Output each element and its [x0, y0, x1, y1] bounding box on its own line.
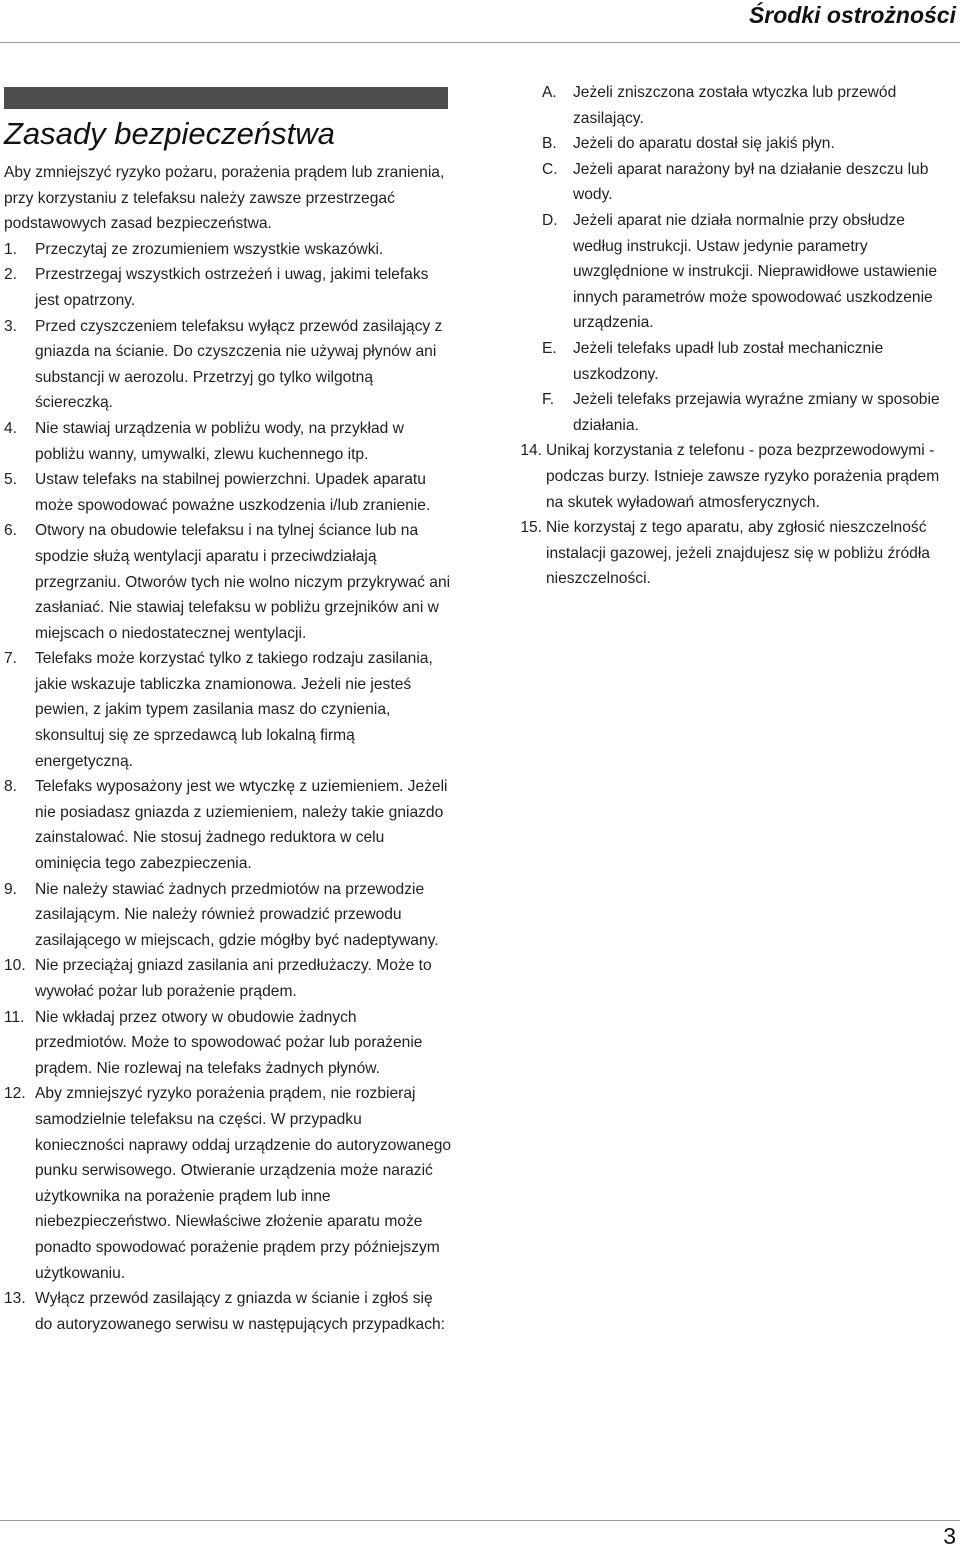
list-item	[4, 237, 452, 263]
item-number: 13.	[4, 1290, 26, 1308]
list-item	[4, 1286, 452, 1337]
list-item	[4, 877, 452, 954]
right-column	[511, 80, 951, 592]
sub-list-item	[542, 157, 951, 208]
sub-list-item	[542, 208, 951, 336]
list-item	[4, 774, 452, 876]
item-number: 1.	[4, 240, 18, 258]
section-bar	[4, 87, 448, 109]
item-number: 9.	[4, 880, 18, 898]
item-number: 12.	[4, 1085, 26, 1103]
sub-item-letter: A.	[542, 84, 557, 101]
sub-item-letter: C.	[542, 160, 558, 178]
sub-item-text: Jeżeli aparat nie działa normalnie przy obsłudze według instrukcji. Ustaw jedynie parametry uwzględnione w instrukcji. Nieprawidłowe ustawienie innych parametrów może spowodować uszkodzenie urządzenia.	[573, 211, 938, 332]
list-item	[4, 467, 452, 518]
item-text: Aby zmniejszyć ryzyko porażenia prądem, nie rozbieraj samodzielnie telefaksu na części. W przypadku konieczności naprawy oddaj urządzenie do autoryzowanego punku serwisowego. Otwieranie urządzenia może narazić użytkownika na porażenie prądem lub inne niebezpieczeństwo. Niewłaściwe złożenie aparatu może ponadto spowodować porażenie prądem przy późniejszym użytkowaniu.	[35, 1085, 452, 1282]
item-text: Telefaks może korzystać tylko z takiego rodzaju zasilania, jakie wskazuje tabliczka znamionowa. Jeżeli nie jesteś pewien, z jakim typem zasilania masz do czynienia, skonsultuj się ze sprzedawcą lub lokalną firmą energetyczną.	[35, 650, 433, 770]
sub-item-letter: F.	[542, 391, 555, 409]
sub-item-letter: B.	[542, 135, 557, 153]
item-text: Przed czyszczeniem telefaksu wyłącz przewód zasilający z gniazda na ścianie. Do czyszczenia nie używaj płynów ani substancji w aerozolu. Przetrzyj go tylko wilgotną ściereczką.	[35, 317, 443, 412]
item-number: 6.	[4, 522, 18, 540]
item-number: 5.	[4, 471, 18, 489]
section-title: Zasady bezpieczeństwa	[4, 116, 335, 151]
sub-list-item	[542, 336, 951, 387]
item-number: 15.	[520, 519, 542, 537]
list-item	[4, 646, 452, 774]
sub-item-text: Jeżeli telefaks upadł lub został mechanicznie uszkodzony.	[573, 339, 884, 383]
sub-item-text: Jeżeli aparat narażony był na działanie deszczu lub wody.	[573, 160, 929, 204]
sub-item-text: Jeżeli zniszczona została wtyczka lub przewód zasilający.	[573, 84, 897, 127]
list-item	[511, 438, 951, 515]
item-text: Przestrzegaj wszystkich ostrzeżeń i uwag, jakimi telefaks jest opatrzony.	[35, 266, 429, 309]
sub-item-letter: D.	[542, 211, 558, 229]
item-number: 4.	[4, 419, 18, 437]
header-title: Środki ostrożności	[748, 2, 956, 28]
sub-list-item	[542, 387, 951, 438]
item-text: Nie przeciążaj gniazd zasilania ani przedłużaczy. Może to wywołać pożar lub porażenie prądem.	[35, 957, 432, 1000]
item-text: Telefaks wyposażony jest we wtyczkę z uziemieniem. Jeżeli nie posiadasz gniazda z uziemieniem, należy takie gniazdo zainstalować. Nie stosuj żadnego reduktora w celu ominięcia tego zabezpieczenia.	[35, 778, 448, 873]
item-number: 2.	[4, 266, 18, 284]
list-item	[4, 1081, 452, 1286]
list-item	[4, 314, 452, 416]
intro-paragraph: Aby zmniejszyć ryzyko pożaru, porażenia prądem lub zranienia, przy korzystaniu z telefaksu należy zawsze przestrzegać podstawowych zasad bezpieczeństwa.	[4, 164, 445, 233]
item-text: Nie stawiaj urządzenia w pobliżu wody, na przykład w pobliżu wanny, umywalki, zlewu kuchennego itp.	[35, 419, 404, 463]
list-item	[4, 262, 452, 313]
item-number: 8.	[4, 778, 18, 796]
list-item	[4, 416, 452, 467]
sub-item-letter: E.	[542, 339, 557, 357]
list-item	[4, 1005, 452, 1082]
item-text: Nie należy stawiać żadnych przedmiotów na przewodzie zasilającym. Nie należy również prowadzić przewodu zasilającego w miejscach, gdzie mógłby być nadeptywany.	[35, 880, 439, 949]
page-header	[0, 0, 960, 43]
sub-list	[511, 80, 951, 438]
item-text: Unikaj korzystania z telefonu - poza bezprzewodowymi - podczas burzy. Istnieje zawsze ryzyko porażenia prądem na skutek wyładowań atmosferycznych.	[546, 442, 940, 511]
item-text: Przeczytaj ze zrozumieniem wszystkie wskazówki.	[35, 240, 384, 258]
sub-item-text: Jeżeli do aparatu dostał się jakiś płyn.	[573, 135, 835, 153]
sub-list-item	[542, 131, 951, 157]
sub-item-text: Jeżeli telefaks przejawia wyraźne zmiany w sposobie działania.	[573, 391, 940, 434]
item-text: Nie korzystaj z tego aparatu, aby zgłosić nieszczelność instalacji gazowej, jeżeli znajdujesz się w pobliżu źródła nieszczelności.	[546, 519, 930, 588]
item-number: 11.	[4, 1008, 25, 1026]
item-text: Wyłącz przewód zasilający z gniazda w ścianie i zgłoś się do autoryzowanego serwisu w następujących przypadkach:	[35, 1290, 445, 1333]
sub-list-item	[542, 80, 951, 131]
item-text: Ustaw telefaks na stabilnej powierzchni. Upadek aparatu może spowodować poważne uszkodzenia i/lub zranienie.	[35, 471, 431, 514]
page-number: 3	[943, 1523, 956, 1549]
item-number: 7.	[4, 650, 18, 668]
list-item	[511, 515, 951, 592]
item-number: 3.	[4, 317, 18, 335]
item-text: Otwory na obudowie telefaksu i na tylnej ściance lub na spodzie służą wentylacji aparatu i przeciwdziałają przegrzaniu. Otworów tych nie wolno niczym przykrywać ani zasłaniać. Nie stawiaj telefaksu w pobliżu grzejników ani w miejscach o niedostatecznej wentylacji.	[35, 522, 451, 642]
list-item	[4, 518, 452, 646]
left-column	[4, 160, 452, 1337]
page-footer	[0, 1520, 960, 1521]
list-item	[4, 953, 452, 1004]
item-text: Nie wkładaj przez otwory w obudowie żadnych przedmiotów. Może to spowodować pożar lub porażenie prądem. Nie rozlewaj na telefaks żadnych płynów.	[35, 1008, 423, 1077]
item-number: 10.	[4, 957, 26, 975]
item-number: 14.	[520, 442, 542, 460]
